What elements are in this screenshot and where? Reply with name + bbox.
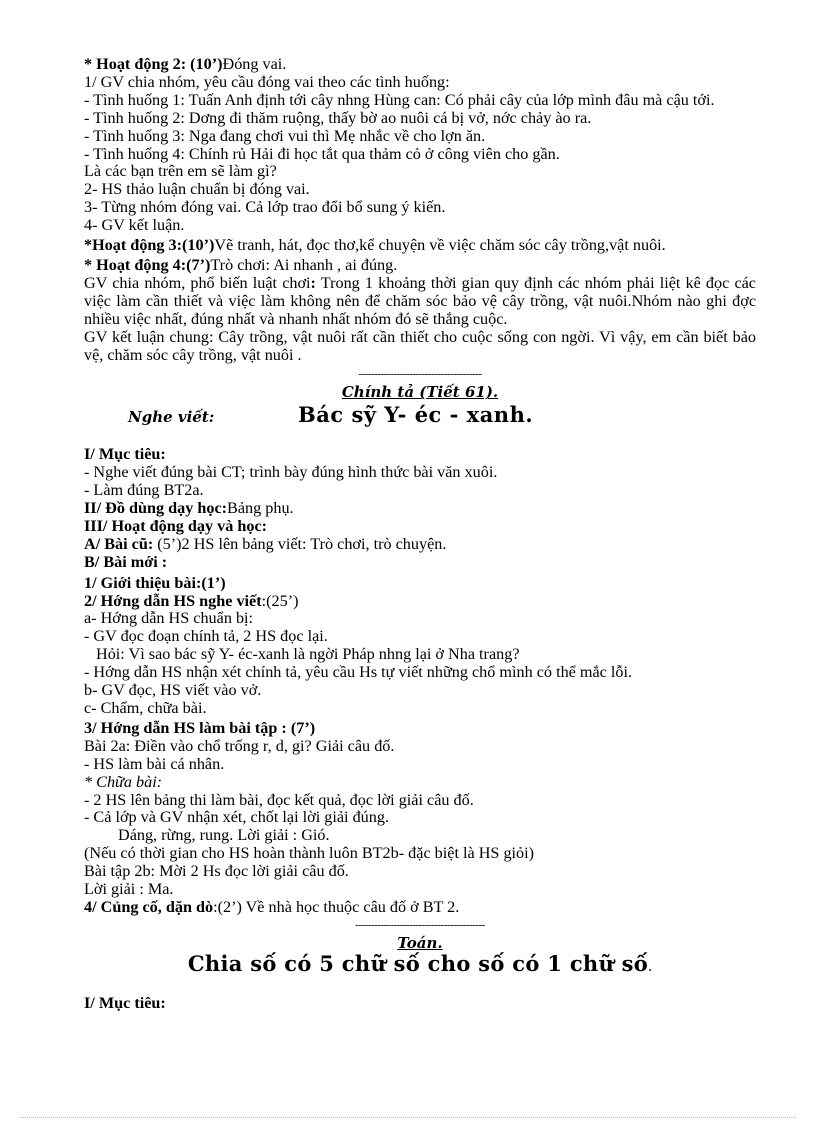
activity-4-heading: * Hoạt động 4:(7’)Trò chơi: Ai nhanh , ai đúng. [84,255,398,274]
text-line: c- Chấm, chữa bài. [84,699,207,717]
lesson-kind: Nghe viết: [128,408,215,427]
text-line: - HS làm bài cá nhân. [84,754,225,773]
text-line: - Tình huống 4: Chính rủ Hải đi học tắt qua thảm cỏ ở công viên cho gần. [84,144,560,163]
text-line: Bài tập 2b: Mời 2 Hs đọc lời giải câu đố. [84,862,349,881]
text-line: A/ Bài cũ: (5’)2 HS lên bảng viết: Trò chơi, trò chuyện. [84,534,447,553]
activity-4-rules: GV chia nhóm, phổ biến luật chơi: Trong 1 khoảng thời gian quy định các nhóm phải liệt kê đọc các việc làm cần thiết và việc làm không nên để chăm sóc bảo vệ cây trồng, vật nuôi.Nhóm nào ghi đợc nhiều việc nhất, đúng nhất và nhanh nhất nhóm đó sẽ thắng cuộc. [84,273,756,328]
text-line: (Nếu có thời gian cho HS hoàn thành luôn BT2b- đặc biệt là HS giỏi) [84,844,535,863]
text-line: 2- HS thảo luận chuẩn bị đóng vai. [84,180,310,199]
text-line: - Tình huống 3: Nga đang chơi vui thì Mẹ nhắc về cho lợn ăn. [84,126,486,145]
section-heading: B/ Bài mới : [84,552,168,571]
text-line: 1/ GV chia nhóm, yêu cầu đóng vai theo các tình huống: [84,72,450,91]
section-heading: III/ Hoạt động dạy và học: [84,516,268,535]
text-line: Dáng, rừng, rung. Lời giải : Gió. [118,826,330,845]
lesson-title-line [84,402,756,432]
text-line: Lời giải : Ma. [84,880,174,899]
text-line: a- Hớng dẫn HS chuẩn bị: [84,609,254,628]
text-line: - Tình huống 2: Dơng đi thăm ruộng, thấy bờ ao nuôi cá bị vở, nớc chảy ào ra. [84,108,592,127]
section-divider: ----------------------------------------- [355,918,485,931]
section-heading: 2/ Hớng dẫn HS nghe viết:(25’) [84,591,299,610]
activity-2-heading: * Hoạt động 2: (10’)Đóng vai. [84,55,287,73]
lesson-subject: Toán. [397,933,443,952]
lesson-title: Bác sỹ Y- éc - xanh. [298,402,534,428]
activity-3-heading: *Hoạt động 3:(10’)Vẽ tranh, hát, đọc thơ,kể chuyện về việc chăm sóc cây trồng,vật nuôi. [84,236,666,255]
text-line: - Hớng dẫn HS nhận xét chính tả, yêu cầu Hs tự viết những chổ mình có thể mắc lỗi. [84,663,633,682]
activity-4-conclusion: GV kết luận chung: Cây trồng, vật nuôi rất cần thiết cho cuộc sống con ngời. Vì vậy, em cần biết bảo vệ, chăm sóc cây trồng, vật nuôi . [84,327,756,364]
text-line: - Nghe viết đúng bài CT; trình bày đúng hình thức bài văn xuôi. [84,463,498,482]
section-heading: 3/ Hớng dẫn HS làm bài tập : (7’) [84,718,316,737]
lesson-title: Chia số có 5 chữ số cho số có 1 chữ số [187,950,649,976]
text-line: b- GV đọc, HS viết vào vở. [84,681,262,700]
text-line: - 2 HS lên bảng thi làm bài, đọc kết quả, đọc lời giải câu đố. [84,790,474,809]
text-line: 4- GV kết luận. [84,216,185,235]
text-line: - GV đọc đoạn chính tả, 2 HS đọc lại. [84,627,328,646]
section-divider: --------------------------------------- [358,368,482,381]
text-line: - Tình huống 1: Tuấn Anh định tới cây nhng Hùng can: Có phải cây của lớp mình đâu mà cậu tới. [84,90,715,109]
section-heading: I/ Mục tiêu: [84,445,166,464]
section-heading: II/ Đồ dùng dạy học:Bảng phụ. [84,499,294,518]
lesson-subject: Chính tả (Tiết 61). [341,383,499,402]
text-line: Bài 2a: Điền vào chổ trống r, d, gi? Giải câu đố. [84,736,395,755]
page-bottom-border [20,1117,796,1118]
text-line: 3- Từng nhóm đóng vai. Cả lớp trao đổi bổ sung ý kiến. [84,198,446,217]
text-line: * Chữa bài: [84,772,163,791]
section-heading: 4/ Củng cố, dặn dò:(2’) Về nhà học thuộc câu đố ở BT 2. [84,897,460,916]
text-line: Là các bạn trên em sẽ làm gì? [84,162,277,181]
section-heading: 1/ Giới thiệu bài:(1’) [84,573,226,592]
text-line: - Làm đúng BT2a. [84,481,204,500]
text-line: Hỏi: Vì sao bác sỹ Y- éc-xanh là ngời Pháp nhng lại ở Nha trang? [96,645,520,664]
section-heading: I/ Mục tiêu: [84,993,166,1012]
lesson-title-line: Chia số có 5 chữ số cho số có 1 chữ số. [187,950,653,976]
document-page [84,56,756,1013]
text-line: - Cả lớp và GV nhận xét, chốt lại lời giải đúng. [84,808,389,827]
